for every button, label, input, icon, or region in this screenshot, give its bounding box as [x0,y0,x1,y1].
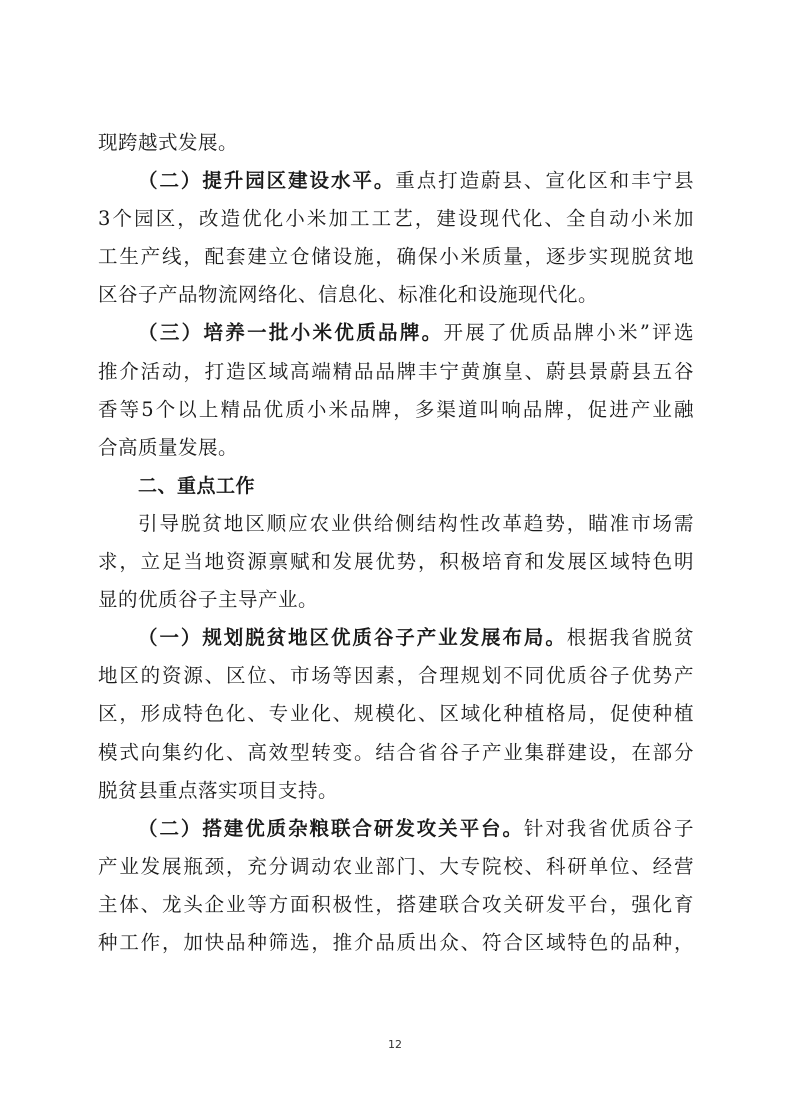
text-line: 推介活动，打造区域高端精品品牌丰宁黄旗皇、蔚县景蔚县五谷 [98,359,694,383]
text-line: 求，立足当地资源禀赋和发展优势，积极培育和发展区域特色明 [98,550,694,574]
subheading: （一）规划脱贫地区优质谷子产业发展布局。 [138,626,567,650]
text-line: 现跨越式发展。 [98,131,239,154]
text-line: 引导脱贫地区顺应农业供给侧结构性改革趋势，瞄准市场需 [138,511,694,535]
subheading: （二）提升园区建设水平。 [138,169,396,193]
subheading: （二）搭建优质杂粮联合研发攻关平台。 [138,816,524,840]
text-line: 合高质量发展。 [98,435,239,459]
page-number: 12 [388,1038,402,1051]
text-line: 香等5个以上精品优质小米品牌，多渠道叫响品牌，促进产业融 [98,397,694,421]
text-line: （二）提升园区建设水平。重点打造蔚县、宣化区和丰宁县 [138,169,694,193]
text-line: 区，形成特色化、专业化、规模化、区域化种植格局，促使种植 [98,702,694,726]
text-line: 种工作，加快品种筛选，推介品质出众、符合区域特色的品种， [98,930,694,954]
text-line: 工生产线，配套建立仓储设施，确保小米质量，逐步实现脱贫地 [98,245,694,269]
text-line: 地区的资源、区位、市场等因素，合理规划不同优质谷子优势产 [98,664,694,688]
text-line: （三）培养一批小米优质品牌。开展了优质品牌小米”评选 [138,321,694,345]
text-line: 产业发展瓶颈，充分调动农业部门、大专院校、科研单位、经营 [98,854,694,878]
text-line: 区谷子产品物流网络化、信息化、标准化和设施现代化。 [98,283,599,307]
text-line: 脱贫县重点落实项目支持。 [98,778,339,802]
text-line: （二）搭建优质杂粮联合研发攻关平台。针对我省优质谷子 [138,816,694,840]
text-line: 模式向集约化、高效型转变。结合省谷子产业集群建设，在部分 [98,740,694,764]
text-line: （一）规划脱贫地区优质谷子产业发展布局。根据我省脱贫 [138,626,694,650]
text-line: 显的优质谷子主导产业。 [98,588,319,612]
section-heading: 二、重点工作 [138,474,256,497]
subheading: （三）培养一批小米优质品牌。 [138,321,444,345]
text-line: 3个园区，改造优化小米加工工艺，建设现代化、全自动小米加 [98,207,694,231]
body-text [98,124,694,962]
text-line: 主体、龙头企业等方面积极性，搭建联合攻关研发平台，强化育 [98,892,694,916]
